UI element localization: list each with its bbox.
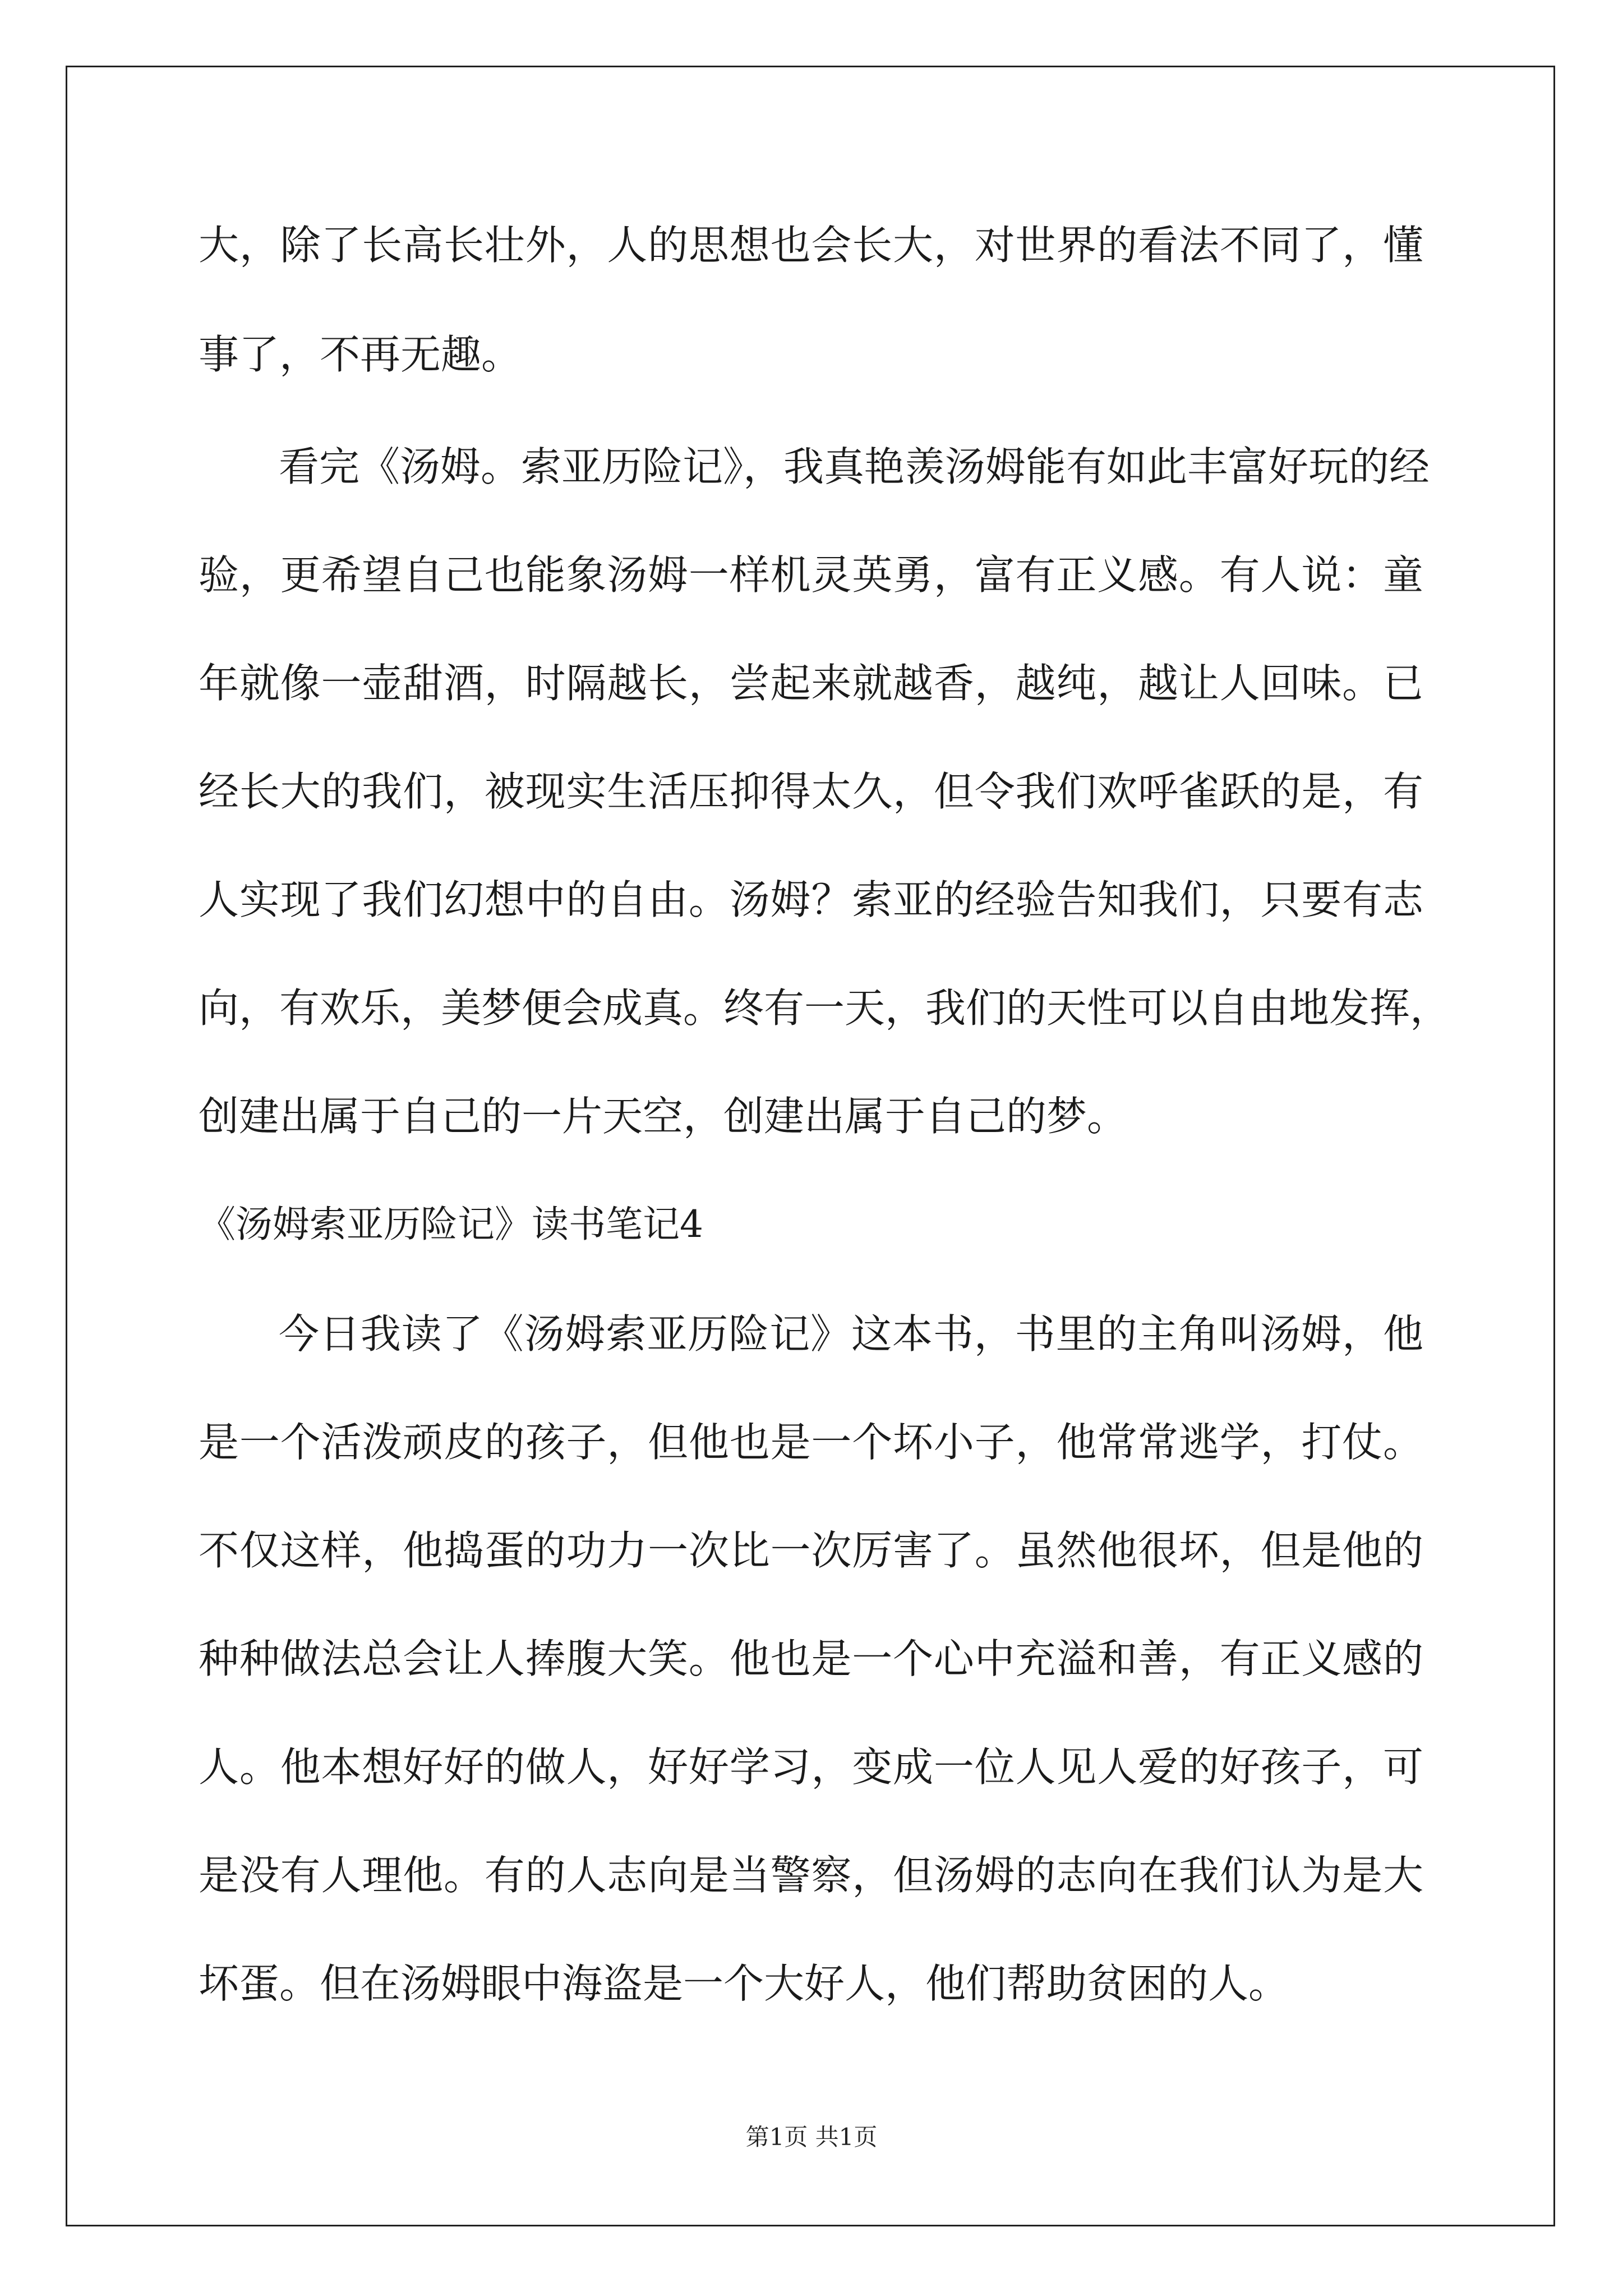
text-line-4: 验，更希望自己也能象汤姆一样机灵英勇，富有正义感。有人说：童: [199, 551, 1423, 599]
text-line-11: 今日我读了《汤姆索亚历险记》这本书，书里的主角叫汤姆，他: [279, 1310, 1423, 1358]
text-line-5: 年就像一壶甜酒，时隔越长，尝起来就越香，越纯，越让人回味。已: [199, 660, 1423, 707]
text-line-17: 坏蛋。但在汤姆眼中海盗是一个大好人，他们帮助贫困的人。: [199, 1960, 1289, 2007]
text-line-14: 种种做法总会让人捧腹大笑。他也是一个心中充溢和善，有正义感的: [199, 1635, 1423, 1682]
text-line-8: 向，有欢乐，美梦便会成真。终有一天，我们的天性可以自由地发挥，: [199, 984, 1451, 1032]
text-line-6: 经长大的我们，被现实生活压抑得太久，但令我们欢呼雀跃的是，有: [199, 768, 1423, 815]
text-line-2: 事了，不再无趣。: [199, 331, 522, 378]
text-line-7: 人实现了我们幻想中的自由。汤姆？索亚的经验告知我们，只要有志: [199, 876, 1423, 923]
section-heading: 《汤姆索亚历险记》读书笔记4: [199, 1203, 703, 1246]
text-line-16: 是没有人理他。有的人志向是当警察，但汤姆的志向在我们认为是大: [199, 1852, 1423, 1899]
text-line-12: 是一个活泼顽皮的孩子，但他也是一个坏小子，他常常逃学，打仗。: [199, 1419, 1423, 1466]
page-footer: 第1页 共1页: [745, 2123, 878, 2151]
text-line-13: 不仅这样，他捣蛋的功力一次比一次厉害了。虽然他很坏，但是他的: [199, 1527, 1423, 1574]
text-line-3: 看完《汤姆。索亚历险记》，我真艳羡汤姆能有如此丰富好玩的经: [279, 443, 1430, 490]
text-line-1: 大，除了长高长壮外，人的思想也会长大，对世界的看法不同了，懂: [199, 222, 1423, 269]
text-line-9: 创建出属于自己的一片天空，创建出属于自己的梦。: [199, 1093, 1128, 1140]
page-border: [66, 66, 1555, 2226]
text-line-15: 人。他本想好好的做人，好好学习，变成一位人见人爱的好孩子，可: [199, 1743, 1423, 1791]
